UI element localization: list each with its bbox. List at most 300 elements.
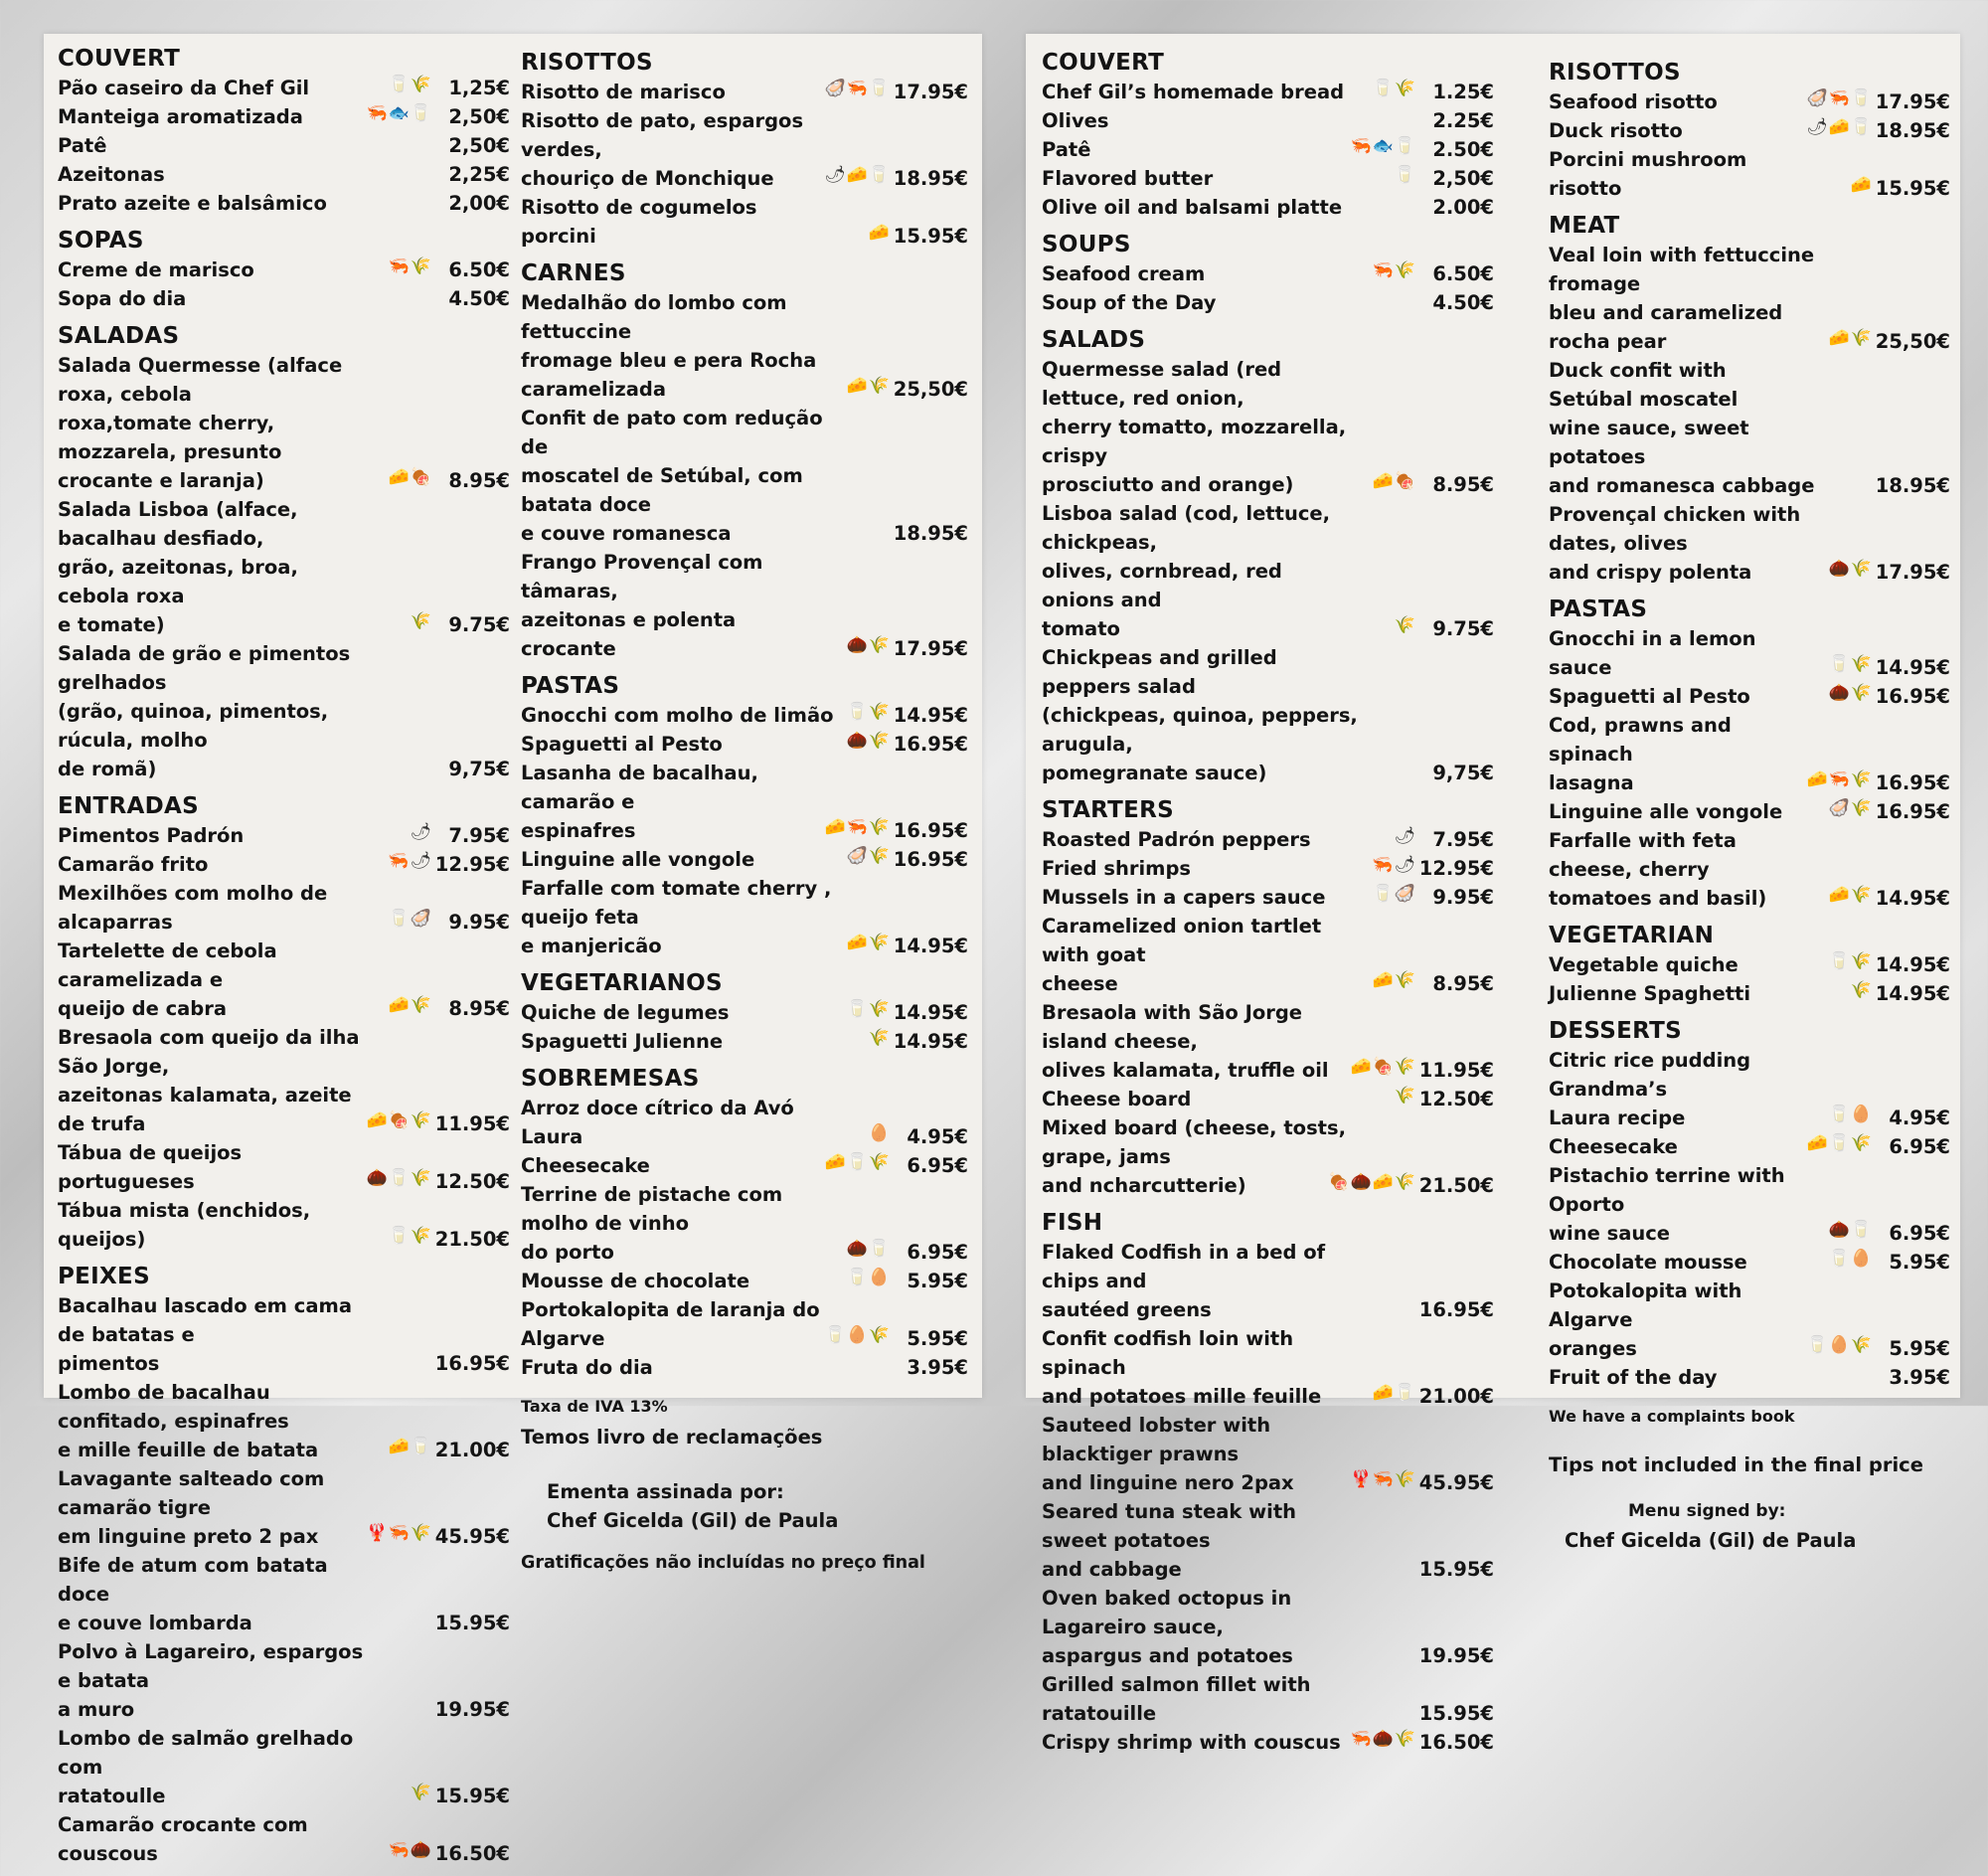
allergen-icons: 🧀 <box>868 223 891 243</box>
menu-item <box>1042 259 1494 288</box>
menu-item <box>1042 1085 1494 1113</box>
item-name: Grilled salmon fillet with ratatouille <box>1042 1673 1311 1725</box>
item-name: Gnocchi in a lemon sauce <box>1549 627 1756 679</box>
item-name: Tábua mista (enchidos, queijos) <box>58 1199 311 1251</box>
item-price: 6.50€ <box>448 258 510 281</box>
menu-item <box>58 74 510 102</box>
allergen-icons: 🧀🦐🌾 <box>1806 769 1873 789</box>
item-price: 9.95€ <box>448 911 510 934</box>
item-price: 25,50€ <box>1875 330 1950 353</box>
item-name: Pistachio terrine with Oporto wine sauce <box>1549 1164 1785 1245</box>
item-price: 45.95€ <box>434 1525 510 1548</box>
item-price: 9,75€ <box>448 758 510 780</box>
allergen-icons: 🌾 <box>410 1783 432 1802</box>
menu-item <box>1549 797 1950 826</box>
section-title: MEAT <box>1549 213 1620 239</box>
allergen-icons: 🧀🦐🌾 <box>824 817 891 837</box>
item-name: Bresaola com queijo da ilha São Jorge, azeitonas kalamata, azeite de trufa <box>58 1026 360 1135</box>
item-name: Olive oil and balsami platte <box>1042 196 1343 219</box>
item-price: 9.75€ <box>1432 617 1494 640</box>
item-name: Salada Lisboa (alface, bacalhau desfiado, grão, azeitonas, broa, cebola roxa e tomate) <box>58 498 298 636</box>
tips-note: Gratificações não incluídas no preço final <box>521 1553 925 1573</box>
item-name: Bife de atum com batata doce e couve lombarda <box>58 1554 328 1634</box>
item-price: 4.95€ <box>1889 1107 1950 1129</box>
menu-item <box>521 78 968 106</box>
item-name: Julienne Spaghetti <box>1549 982 1751 1005</box>
section-risottos <box>521 48 968 251</box>
item-price: 5.95€ <box>1889 1251 1950 1274</box>
item-name: Sauteed lobster with blacktiger prawns and linguine nero 2pax <box>1042 1414 1294 1494</box>
allergen-icons: 🥛🥚 <box>1828 1249 1873 1269</box>
section-entradas <box>58 791 510 1254</box>
allergen-icons: 🥛🌾 <box>1828 654 1873 674</box>
section-carnes <box>521 258 968 663</box>
item-price: 16.95€ <box>1875 685 1950 708</box>
item-name: Caramelized onion tartlet with goat cheese <box>1042 915 1322 995</box>
item-name: Lombo de bacalhau confitado, espinafres e mille feuille de batata <box>58 1381 319 1461</box>
section-title: SOBREMESAS <box>521 1066 700 1092</box>
item-price: 9,75€ <box>1432 762 1494 784</box>
section-title: PASTAS <box>1549 597 1648 622</box>
item-name: Cheesecake <box>1549 1135 1678 1158</box>
allergen-icons: 🦞🦐🌾 <box>1350 1469 1416 1489</box>
menu-item <box>1042 106 1494 135</box>
item-price: 2.00€ <box>1432 196 1494 219</box>
allergen-icons: 🥛🌾 <box>846 702 891 722</box>
allergen-icons: 🧀🍖 <box>1372 471 1416 491</box>
allergen-icons: 🌶🧀🥛 <box>1806 117 1873 137</box>
item-price: 18.95€ <box>1875 474 1950 497</box>
menu-item <box>521 404 968 548</box>
item-price: 7.95€ <box>448 824 510 847</box>
menu-item <box>521 701 968 730</box>
allergen-icons: 🥛🌾 <box>1372 79 1416 98</box>
item-name: Olives <box>1042 109 1109 132</box>
item-name: Seafood risotto <box>1549 90 1718 113</box>
menu-item <box>521 730 968 759</box>
vat-note: Taxa de IVA 13% <box>521 1397 668 1416</box>
menu-item <box>521 998 968 1027</box>
allergen-icons: 🌰🌾 <box>1828 683 1873 703</box>
item-price: 15.95€ <box>1875 177 1950 200</box>
allergen-icons: 🌶🧀🥛 <box>824 165 891 185</box>
allergen-icons: 🧀🥛 <box>388 1437 432 1456</box>
item-price: 14.95€ <box>1875 982 1950 1005</box>
item-price: 2,00€ <box>448 192 510 215</box>
section-title: STARTERS <box>1042 797 1175 823</box>
item-name: Provençal chicken with dates, olives and crispy polenta <box>1549 503 1801 584</box>
item-name: Bacalhau lascado em cama de batatas e pimentos <box>58 1294 352 1375</box>
item-name: Polvo à Lagareiro, espargos e batata a muro <box>58 1640 364 1721</box>
item-price: 5.95€ <box>1889 1337 1950 1360</box>
allergen-icons: 🥚 <box>868 1123 891 1143</box>
section-title: SOPAS <box>58 228 144 254</box>
item-name: Lavagante salteado com camarão tigre em linguine preto 2 pax <box>58 1467 325 1548</box>
en-left-column <box>1042 48 1494 1765</box>
menu-item <box>1549 950 1950 979</box>
item-name: Frango Provençal com tâmaras, azeitonas e polenta crocante <box>521 551 763 660</box>
allergen-icons: 🦐🌰 <box>388 1840 432 1860</box>
item-price: 16.95€ <box>1875 771 1950 794</box>
allergen-icons: 🥛🌾 <box>388 75 432 94</box>
item-price: 16.50€ <box>434 1842 510 1865</box>
menu-item <box>521 1094 968 1151</box>
section-salads <box>1042 325 1494 787</box>
menu-item <box>58 1464 510 1551</box>
item-name: Portokalopita de laranja do Algarve <box>521 1298 820 1350</box>
menu-item <box>58 160 510 189</box>
item-price: 4.50€ <box>448 287 510 310</box>
item-price: 25,50€ <box>893 378 968 401</box>
item-name: Farfalle with feta cheese, cherry tomatoes and basil) <box>1549 829 1767 910</box>
menu-item <box>1042 1113 1494 1200</box>
section-saladas <box>58 321 510 783</box>
allergen-icons: 🌰🌾 <box>846 635 891 655</box>
item-name: Sopa do dia <box>58 287 187 310</box>
item-price: 1,25€ <box>448 77 510 99</box>
section-title: RISOTTOS <box>1549 60 1681 85</box>
allergen-icons: 🦐🌶 <box>388 851 432 871</box>
item-price: 3.95€ <box>1889 1366 1950 1389</box>
item-name: Medalhão do lombo com fettuccine fromage bleu e pera Rocha caramelizada <box>521 291 817 401</box>
en-right-column <box>1549 58 1950 1555</box>
section-meat <box>1549 211 1950 587</box>
menu-item <box>521 1027 968 1056</box>
menu-item <box>1549 356 1950 500</box>
menu-item <box>58 1138 510 1196</box>
menu-item <box>1549 624 1950 682</box>
menu-item <box>58 1291 510 1378</box>
item-name: Chickpeas and grilled peppers salad (chickpeas, quinoa, peppers, arugula, pomegranate sauce) <box>1042 646 1358 784</box>
item-price: 6.50€ <box>1432 262 1494 285</box>
section-starters <box>1042 795 1494 1200</box>
allergen-icons: 🥛🥚 <box>1828 1105 1873 1124</box>
allergen-icons: 🧀🌾 <box>1828 885 1873 905</box>
menu-item <box>1042 499 1494 643</box>
allergen-icons: 🧀🌾 <box>846 933 891 952</box>
item-price: 4.95€ <box>907 1125 968 1148</box>
item-name: Soup of the Day <box>1042 291 1217 314</box>
allergen-icons: 🥛🥚🌾 <box>824 1325 891 1345</box>
item-name: Chocolate mousse <box>1549 1251 1747 1274</box>
item-price: 15.95€ <box>1418 1558 1494 1581</box>
item-price: 6.95€ <box>1889 1222 1950 1245</box>
item-price: 2,25€ <box>448 163 510 186</box>
item-name: Cheese board <box>1042 1088 1192 1110</box>
menu-item <box>521 106 968 193</box>
signed-name: Chef Gicelda (Gil) de Paula <box>547 1509 839 1532</box>
allergen-icons: 🧀🌾 <box>1828 328 1873 348</box>
menu-item <box>58 639 510 783</box>
item-name: Flavored butter <box>1042 167 1214 190</box>
item-name: Mousse de chocolate <box>521 1270 750 1292</box>
item-name: Farfalle com tomate cherry , queijo feta e manjericão <box>521 877 832 957</box>
allergen-icons: 🦐🐟🥛 <box>1350 136 1416 156</box>
allergen-icons: 🌾 <box>410 611 432 631</box>
item-price: 16.95€ <box>893 848 968 871</box>
item-price: 19.95€ <box>434 1698 510 1721</box>
allergen-icons: 🌰🥛🌾 <box>366 1168 432 1188</box>
item-price: 16.95€ <box>893 819 968 842</box>
item-price: 7.95€ <box>1432 828 1494 851</box>
allergen-icons: 🧀🥛🌾 <box>824 1152 891 1172</box>
item-name: Linguine alle vongole <box>521 848 755 871</box>
section-vegetarianos <box>521 968 968 1056</box>
section-title: COUVERT <box>58 46 181 72</box>
item-price: 21.50€ <box>1418 1174 1494 1197</box>
menu-item <box>1549 1046 1950 1132</box>
menu-item <box>521 1151 968 1180</box>
tips-note-en: Tips not included in the final price <box>1549 1453 1923 1476</box>
menu-item <box>1042 135 1494 164</box>
menu-item <box>58 1724 510 1810</box>
item-name: Spaguetti Julienne <box>521 1030 724 1053</box>
item-name: Linguine alle vongole <box>1549 800 1783 823</box>
item-name: Seafood cream <box>1042 262 1206 285</box>
item-price: 17.95€ <box>893 81 968 103</box>
item-price: 4.50€ <box>1432 291 1494 314</box>
menu-item <box>1549 1248 1950 1277</box>
section-risottos <box>1549 58 1950 203</box>
menu-item <box>521 548 968 663</box>
item-price: 2,50€ <box>448 105 510 128</box>
item-name: Arroz doce cítrico da Avó Laura <box>521 1097 794 1148</box>
allergen-icons: 🌾 <box>1394 1086 1416 1106</box>
menu-item <box>1042 854 1494 883</box>
allergen-icons: 🌰🌾 <box>846 731 891 751</box>
menu-item <box>1042 1238 1494 1324</box>
item-name: Salada Quermesse (alface roxa, cebola roxa,tomate cherry, mozzarela, presunto crocante e laranja) <box>58 354 343 492</box>
section-sobremesas <box>521 1064 968 1382</box>
item-name: Confit de pato com redução de moscatel de Setúbal, com batata doce e couve romanesca <box>521 407 823 545</box>
item-name: Spaguetti al Pesto <box>1549 685 1750 708</box>
item-price: 8.95€ <box>448 997 510 1020</box>
menu-item <box>1042 1670 1494 1728</box>
item-price: 12.50€ <box>434 1170 510 1193</box>
menu-item <box>58 1023 510 1138</box>
item-price: 14.95€ <box>893 704 968 727</box>
menu-item <box>1549 826 1950 913</box>
item-price: 14.95€ <box>893 1001 968 1024</box>
item-name: Veal loin with fettuccine fromage bleu and caramelized rocha pear <box>1549 244 1815 353</box>
allergen-icons: 🧀🍖🌾 <box>1350 1057 1416 1077</box>
item-name: Tábua de queijos portugueses <box>58 1141 243 1193</box>
item-price: 17.95€ <box>893 637 968 660</box>
item-price: 11.95€ <box>434 1112 510 1135</box>
item-price: 16.95€ <box>434 1352 510 1375</box>
allergen-icons: 🦐🌾 <box>1372 260 1416 280</box>
item-price: 1.25€ <box>1432 81 1494 103</box>
menu-english <box>1026 34 1960 1754</box>
menu-item <box>1042 912 1494 998</box>
menu-item <box>1549 145 1950 203</box>
menu-item <box>58 1196 510 1254</box>
section-title: VEGETARIANOS <box>521 970 723 996</box>
item-price: 15.95€ <box>434 1785 510 1807</box>
item-name: Mixed board (cheese, tosts, grape, jams and ncharcutterie) <box>1042 1116 1347 1197</box>
allergen-icons: 🥛 <box>1394 165 1416 185</box>
menu-item <box>1042 78 1494 106</box>
item-price: 9.95€ <box>1432 886 1494 909</box>
menu-item <box>1042 193 1494 222</box>
menu-item <box>1042 825 1494 854</box>
item-name: Patê <box>58 134 107 157</box>
item-price: 14.95€ <box>893 935 968 957</box>
item-name: Gnocchi com molho de limão <box>521 704 834 727</box>
allergen-icons: 🥛🥚🌾 <box>1806 1335 1873 1355</box>
allergen-icons: 🌾 <box>868 1028 891 1048</box>
item-name: Seared tuna steak with sweet potatoes and cabbage <box>1042 1500 1297 1581</box>
section-couvert <box>58 44 510 218</box>
menu-portuguese <box>44 34 982 1865</box>
signed-label-en: Menu signed by: <box>1628 1501 1786 1521</box>
menu-item <box>521 1267 968 1295</box>
menu-item <box>1549 500 1950 587</box>
item-name: Quermesse salad (red lettuce, red onion, cherry tomatto, mozzarella, crispy prosciutto and orange) <box>1042 358 1347 496</box>
item-price: 21.00€ <box>1418 1385 1494 1408</box>
section-pastas <box>521 671 968 960</box>
allergen-icons: 🌶 <box>410 822 432 842</box>
item-price: 21.00€ <box>434 1439 510 1461</box>
item-name: Risotto de cogumelos porcini <box>521 196 757 248</box>
allergen-icons: 🥛🥚 <box>846 1268 891 1287</box>
item-name: Tartelette de cebola caramelizada e queijo de cabra <box>58 939 277 1020</box>
allergen-icons: 🦪🦐🥛 <box>824 79 891 98</box>
allergen-icons: 🧀🍖🌾 <box>366 1110 432 1130</box>
menu-item <box>1549 1132 1950 1161</box>
menu-item <box>58 1378 510 1464</box>
item-price: 5.95€ <box>907 1270 968 1292</box>
menu-item <box>58 102 510 131</box>
allergen-icons: 🥛🌾 <box>1828 951 1873 971</box>
allergen-icons: 🦞🦐🌾 <box>366 1523 432 1543</box>
item-price: 8.95€ <box>1432 972 1494 995</box>
menu-item <box>521 1180 968 1267</box>
signed-name-en: Chef Gicelda (Gil) de Paula <box>1565 1529 1857 1552</box>
allergen-icons: 🌰🥛 <box>1828 1220 1873 1240</box>
item-name: Duck risotto <box>1549 119 1683 142</box>
menu-item <box>58 1637 510 1724</box>
item-name: Duck confit with Setúbal moscatel wine sauce, sweet potatoes and romanesca cabbage <box>1549 359 1815 497</box>
menu-item <box>1549 1363 1950 1392</box>
item-price: 8.95€ <box>448 469 510 492</box>
allergen-icons: 🧀🥛🌾 <box>1806 1133 1873 1153</box>
item-name: Patê <box>1042 138 1091 161</box>
allergen-icons: 🦐🌾 <box>388 256 432 276</box>
menu-item <box>58 131 510 160</box>
item-price: 2,50€ <box>448 134 510 157</box>
menu-item <box>1042 883 1494 912</box>
menu-item <box>58 879 510 937</box>
item-price: 16.95€ <box>1875 800 1950 823</box>
menu-item <box>521 1353 968 1382</box>
item-price: 9.75€ <box>448 613 510 636</box>
menu-item <box>1042 288 1494 317</box>
menu-item <box>1549 87 1950 116</box>
item-price: 2.25€ <box>1432 109 1494 132</box>
menu-item <box>521 759 968 845</box>
item-price: 18.95€ <box>1875 119 1950 142</box>
menu-item <box>1042 355 1494 499</box>
section-title: DESSERTS <box>1549 1018 1682 1044</box>
item-name: Cheesecake <box>521 1154 650 1177</box>
allergen-icons: 🌰🌾 <box>1828 559 1873 579</box>
item-name: Quiche de legumes <box>521 1001 730 1024</box>
item-name: Roasted Padrón peppers <box>1042 828 1311 851</box>
menu-item <box>1042 1411 1494 1497</box>
allergen-icons: 🍖🌰🧀🌾 <box>1328 1172 1416 1192</box>
menu-item <box>58 1551 510 1637</box>
item-price: 16.95€ <box>1418 1298 1494 1321</box>
allergen-icons: 🌾 <box>1850 980 1873 1000</box>
section-title: SALADS <box>1042 327 1146 353</box>
pt-right-column <box>521 48 968 1578</box>
allergen-icons: 🌰🥛 <box>846 1239 891 1259</box>
allergen-icons: 🧀🌾 <box>388 995 432 1015</box>
item-name: Cod, prawns and spinach lasagna <box>1549 714 1732 794</box>
item-price: 19.95€ <box>1418 1644 1494 1667</box>
item-name: Crispy shrimp with couscus <box>1042 1731 1341 1754</box>
item-name: Potokalopita with Algarve oranges <box>1549 1279 1742 1360</box>
section-vegetarian <box>1549 921 1950 1008</box>
menu-item <box>1042 1497 1494 1584</box>
item-name: Fried shrimps <box>1042 857 1192 880</box>
section-desserts <box>1549 1016 1950 1392</box>
menu-item <box>58 284 510 313</box>
item-name: Manteiga aromatizada <box>58 105 303 128</box>
menu-item <box>58 1810 510 1868</box>
menu-item <box>521 193 968 251</box>
item-name: Fruta do dia <box>521 1356 653 1379</box>
menu-item <box>1549 116 1950 145</box>
item-price: 2.50€ <box>1432 138 1494 161</box>
item-name: Lisboa salad (cod, lettuce, chickpeas, olives, cornbread, red onions and tomato <box>1042 502 1331 640</box>
allergen-icons: 🥛🦪 <box>1372 884 1416 904</box>
complaints-note: Temos livro de reclamações <box>521 1426 823 1449</box>
section-title: SOUPS <box>1042 232 1131 257</box>
item-price: 3.95€ <box>907 1356 968 1379</box>
item-price: 12.95€ <box>1418 857 1494 880</box>
item-price: 11.95€ <box>1418 1059 1494 1082</box>
menu-item <box>58 937 510 1023</box>
item-price: 6.95€ <box>907 1241 968 1264</box>
item-name: Vegetable quiche <box>1549 953 1739 976</box>
item-price: 5.95€ <box>907 1327 968 1350</box>
menu-item <box>58 189 510 218</box>
allergen-icons: 🦐🌶 <box>1372 855 1416 875</box>
item-name: Camarão frito <box>58 853 209 876</box>
section-pastas <box>1549 595 1950 913</box>
menu-item <box>521 874 968 960</box>
allergen-icons: 🦐🐟🥛 <box>366 103 432 123</box>
item-name: Terrine de pistache com molho de vinho do porto <box>521 1183 783 1264</box>
allergen-icons: 🧀🌾 <box>846 376 891 396</box>
allergen-icons: 🦪🌾 <box>846 846 891 866</box>
section-title: PEIXES <box>58 1264 150 1289</box>
menu-item <box>1549 682 1950 711</box>
section-title: PASTAS <box>521 673 620 699</box>
item-name: Risotto de marisco <box>521 81 726 103</box>
item-name: Citric rice pudding Grandma’s Laura recipe <box>1549 1049 1751 1129</box>
allergen-icons: 🧀🌾 <box>1372 970 1416 990</box>
menu-item <box>1549 711 1950 797</box>
section-sopas <box>58 226 510 313</box>
section-title: RISOTTOS <box>521 50 653 76</box>
item-name: Lasanha de bacalhau, camarão e espinafres <box>521 762 758 842</box>
menu-item <box>1549 1161 1950 1248</box>
section-title: VEGETARIAN <box>1549 923 1715 948</box>
item-price: 17.95€ <box>1875 561 1950 584</box>
